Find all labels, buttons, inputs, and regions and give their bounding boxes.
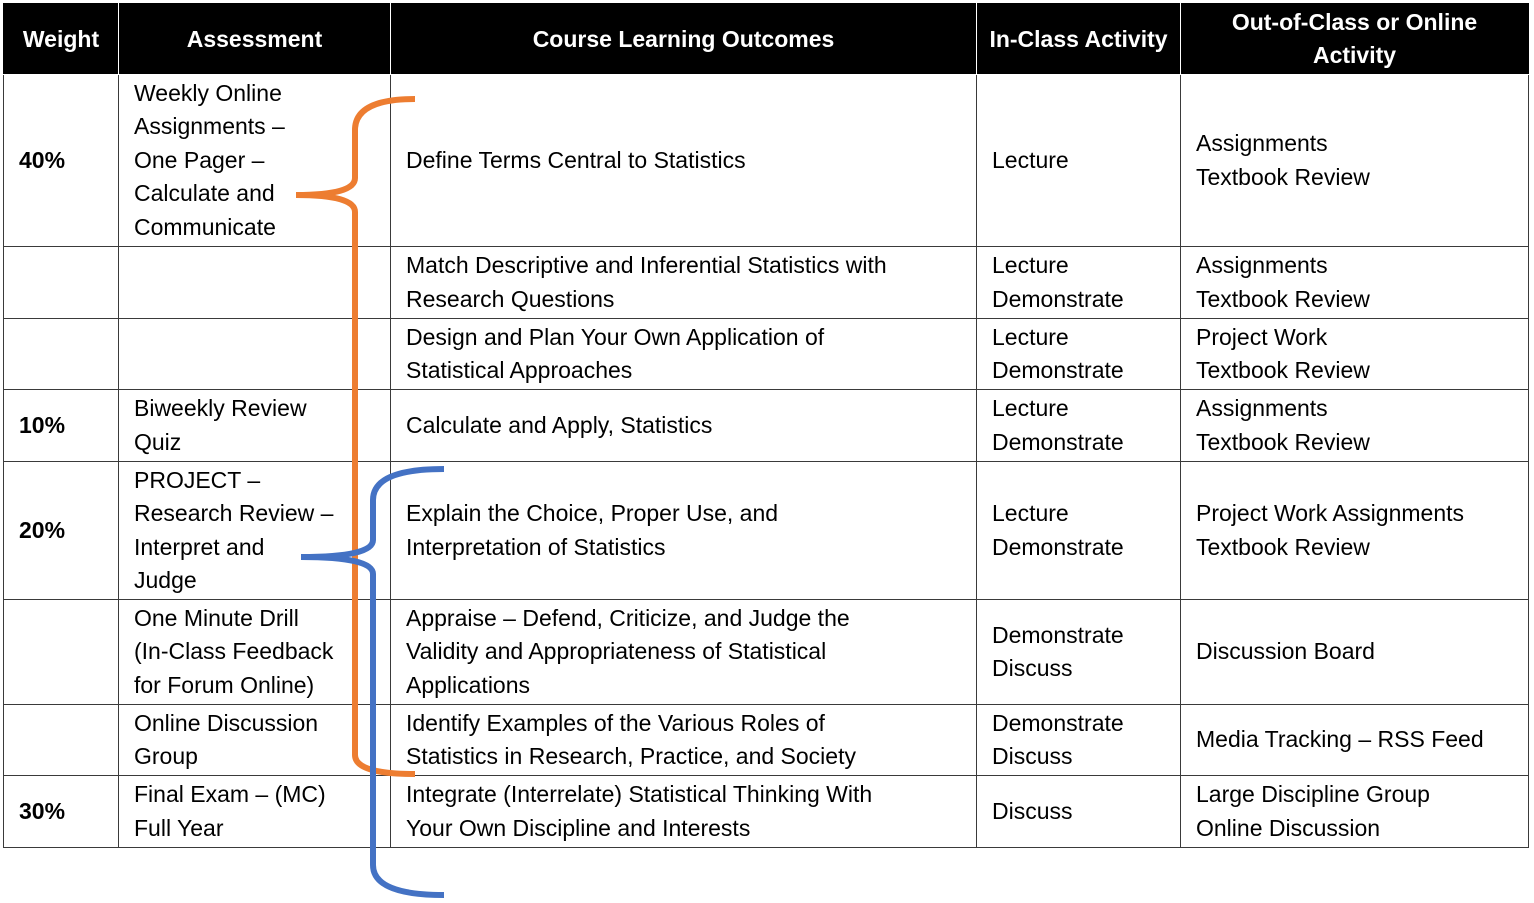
assessment-cell-line: Final Exam – (MC)	[134, 781, 326, 808]
assessment-cell	[119, 705, 391, 776]
header-out-class-line: Online Activity	[1312, 9, 1478, 68]
assessment-cell-line: One Pager –	[134, 146, 265, 173]
outcome-cell	[391, 75, 977, 247]
in-class-cell	[977, 319, 1181, 390]
out-class-cell-line: Online Discussion	[1196, 814, 1381, 841]
header-outcomes: Course Learning Outcomes	[391, 4, 977, 75]
in-class-cell-line: Demonstrate	[992, 621, 1124, 648]
out-class-cell-line: Discussion Board	[1196, 638, 1375, 665]
out-class-cell-line: Textbook Review	[1196, 428, 1370, 455]
outcome-cell	[391, 776, 977, 848]
weight-cell	[4, 247, 119, 319]
assessment-table	[3, 3, 1529, 848]
assessment-cell-line: for Forum Online)	[134, 671, 315, 698]
out-class-cell-line: Project Work Assignments	[1196, 500, 1465, 527]
in-class-cell-line: Discuss	[992, 797, 1073, 824]
in-class-cell	[977, 776, 1181, 848]
table-row	[4, 75, 1529, 247]
out-class-cell-line: Media Tracking – RSS Feed	[1196, 726, 1484, 753]
table-row	[4, 776, 1529, 848]
assessment-cell	[119, 776, 391, 848]
out-class-cell	[1181, 75, 1529, 247]
outcome-cell-line: Interpretation of Statistics	[406, 533, 666, 560]
table-row	[4, 462, 1529, 600]
weight-cell: 30%	[4, 776, 119, 848]
weight-cell: 20%	[4, 462, 119, 600]
outcome-cell	[391, 462, 977, 600]
in-class-cell-line: Lecture	[992, 146, 1069, 173]
assessment-cell-line: Group	[134, 743, 198, 769]
in-class-cell	[977, 600, 1181, 705]
weight-cell: 10%	[4, 390, 119, 462]
outcome-cell	[391, 247, 977, 319]
assessment-cell-line: Assignments –	[134, 113, 285, 140]
table-row	[4, 600, 1529, 705]
out-class-cell	[1181, 319, 1529, 390]
in-class-cell-line: Discuss	[992, 655, 1073, 681]
header-out-class-line: Out-of-Class or	[1231, 9, 1400, 35]
in-class-cell-line: Lecture	[992, 323, 1069, 350]
outcome-cell	[391, 319, 977, 390]
assessment-cell-line: Communicate	[134, 213, 276, 240]
table-row	[4, 247, 1529, 319]
assessment-cell-line: Biweekly Review	[134, 395, 307, 422]
outcome-cell	[391, 600, 977, 705]
out-class-cell	[1181, 776, 1529, 848]
out-class-cell-line: Assignments	[1196, 395, 1328, 422]
in-class-cell	[977, 75, 1181, 247]
outcome-cell-line: Validity and Appropriateness of Statistical	[406, 638, 827, 665]
outcome-cell-line: Define Terms Central to Statistics	[406, 146, 746, 173]
in-class-cell	[977, 247, 1181, 319]
assessment-cell-line: Calculate and	[134, 180, 275, 207]
table-row	[4, 390, 1529, 462]
in-class-cell-line: Lecture	[992, 395, 1069, 422]
weight-cell	[4, 705, 119, 776]
outcome-cell-line: Explain the Choice, Proper Use, and	[406, 500, 779, 527]
in-class-cell-line: Demonstrate	[992, 285, 1124, 312]
out-class-cell	[1181, 247, 1529, 319]
outcome-cell-line: Research Questions	[406, 285, 615, 312]
in-class-cell	[977, 390, 1181, 462]
outcome-cell-line: Design and Plan Your Own Application of	[406, 323, 825, 350]
header-in-class-line: Activity	[1084, 25, 1168, 52]
header-assessment: Assessment	[119, 4, 391, 75]
assessment-cell-line: Interpret and	[134, 533, 265, 560]
header-in-class-line: In-Class	[989, 25, 1079, 52]
outcome-cell-line: Integrate (Interrelate) Statistical Thinking With	[406, 781, 873, 808]
assessment-cell	[119, 462, 391, 600]
outcome-cell-line: Identify Examples of the Various Roles of	[406, 709, 825, 736]
out-class-cell-line: Large Discipline Group	[1196, 781, 1430, 808]
outcome-cell-line: Appraise – Defend, Criticize, and Judge the	[406, 604, 850, 631]
out-class-cell-line: Project Work	[1196, 323, 1328, 350]
in-class-cell-line: Demonstrate	[992, 709, 1124, 736]
assessment-cell	[119, 75, 391, 247]
outcome-cell-line: Statistical Approaches	[406, 357, 633, 383]
weight-cell	[4, 319, 119, 390]
out-class-cell-line: Assignments	[1196, 252, 1328, 279]
header-in-class	[977, 4, 1181, 75]
outcome-cell-line: Match Descriptive and Inferential Statistics with	[406, 252, 887, 279]
out-class-cell	[1181, 390, 1529, 462]
assessment-cell-line: Quiz	[134, 428, 182, 455]
assessment-cell-line: (In-Class Feedback	[134, 638, 334, 665]
out-class-cell	[1181, 462, 1529, 600]
assessment-cell	[119, 390, 391, 462]
outcome-cell-line: Calculate and Apply, Statistics	[406, 411, 713, 438]
outcome-cell	[391, 705, 977, 776]
out-class-cell	[1181, 705, 1529, 776]
assessment-cell-line: Full Year	[134, 814, 224, 841]
in-class-cell	[977, 462, 1181, 600]
weight-cell: 40%	[4, 75, 119, 247]
outcome-cell-line: Your Own Discipline and Interests	[406, 814, 751, 841]
outcome-cell-line: Applications	[406, 671, 531, 698]
assessment-cell	[119, 319, 391, 390]
assessment-cell-line: Judge	[134, 566, 197, 593]
in-class-cell-line: Lecture	[992, 500, 1069, 527]
header-weight: Weight	[4, 4, 119, 75]
out-class-cell-line: Textbook Review	[1196, 163, 1370, 190]
out-class-cell-line: Textbook Review	[1196, 357, 1370, 383]
in-class-cell-line: Demonstrate	[992, 533, 1124, 560]
outcome-cell-line: Statistics in Research, Practice, and Society	[406, 743, 856, 769]
in-class-cell-line: Discuss	[992, 743, 1073, 769]
assessment-cell-line: PROJECT –	[134, 466, 261, 493]
assessment-cell-line: Weekly Online	[134, 79, 282, 106]
weight-cell	[4, 600, 119, 705]
table-row	[4, 705, 1529, 776]
assessment-cell-line: One Minute Drill	[134, 604, 299, 631]
in-class-cell	[977, 705, 1181, 776]
assessment-cell-line: Research Review –	[134, 500, 334, 527]
header-row	[4, 4, 1529, 75]
in-class-cell-line: Demonstrate	[992, 428, 1124, 455]
in-class-cell-line: Demonstrate	[992, 357, 1124, 383]
assessment-cell	[119, 247, 391, 319]
out-class-cell-line: Textbook Review	[1196, 533, 1370, 560]
in-class-cell-line: Lecture	[992, 252, 1069, 279]
assessment-cell-line: Online Discussion	[134, 709, 319, 736]
outcome-cell	[391, 390, 977, 462]
out-class-cell	[1181, 600, 1529, 705]
out-class-cell-line: Textbook Review	[1196, 285, 1370, 312]
out-class-cell-line: Assignments	[1196, 130, 1328, 157]
header-out-class	[1181, 4, 1529, 75]
table-row	[4, 319, 1529, 390]
assessment-cell	[119, 600, 391, 705]
